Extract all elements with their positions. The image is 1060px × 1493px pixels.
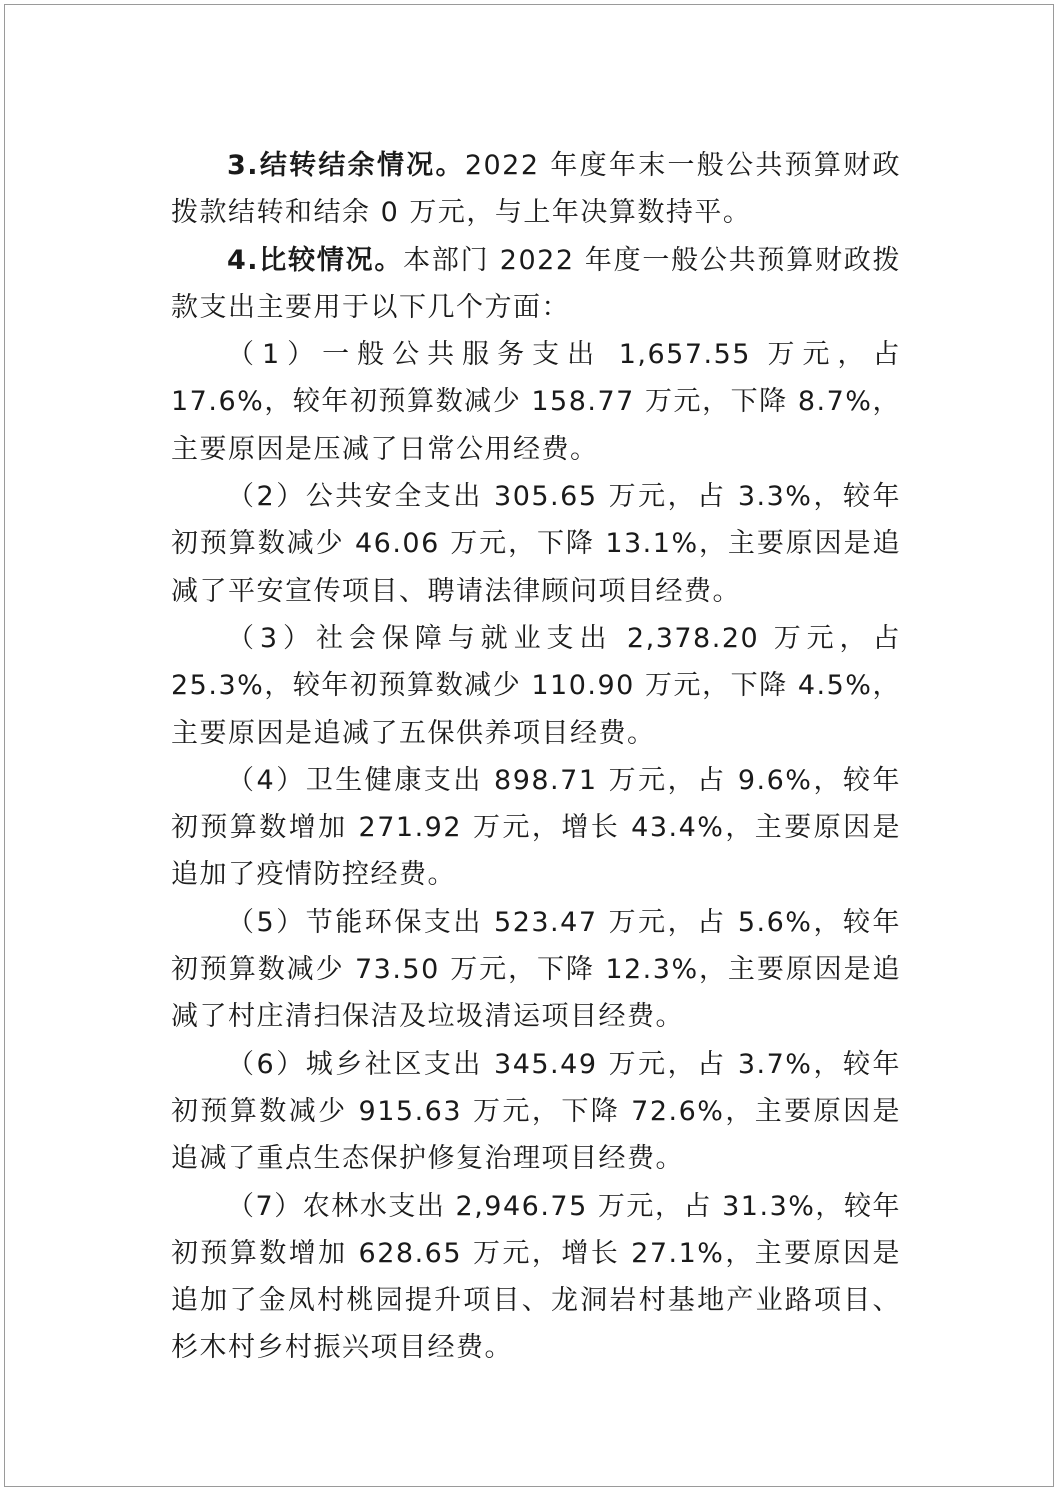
- expenditure-item-urban-rural: （6）城乡社区支出 345.49 万元，占 3.7%，较年初预算数减少 915.63 万元，下降 72.6%，主要原因是追减了重点生态保护修复治理项目经费。: [171, 1048, 901, 1175]
- document-page: [4, 4, 1054, 1487]
- section-carryover: [171, 142, 901, 237]
- section-text: 2022 年度年末一般公共预算财政拨款结转和结余 0 万元，与上年决算数持平。: [171, 150, 902, 229]
- document-body: [171, 142, 901, 1372]
- expenditure-item-general-public-services: （1）一般公共服务支出 1,657.55 万元，占 17.6%，较年初预算数减少 158.77 万元，下降 8.7%，主要原因是压减了日常公用经费。: [171, 339, 901, 465]
- expenditure-item-agriculture: （7）农林水支出 2,946.75 万元，占 31.3%，较年初预算数增加 628.65 万元，增长 27.1%，主要原因是追加了金凤村桃园提升项目、龙洞岩村基地产业路项目、杉木村乡村振兴项目经费。: [171, 1190, 901, 1364]
- section-text: 本部门 2022 年度一般公共预算财政拨款支出主要用于以下几个方面：: [171, 244, 901, 323]
- expenditure-item-health: （4）卫生健康支出 898.71 万元，占 9.6%，较年初预算数增加 271.92 万元，增长 43.4%，主要原因是追加了疫情防控经费。: [171, 764, 901, 891]
- section-heading: 3.结转结余情况。: [227, 150, 465, 181]
- section-heading: 4.比较情况。: [227, 244, 404, 276]
- expenditure-item-public-security: （2）公共安全支出 305.65 万元，占 3.3%，较年初预算数减少 46.06 万元，下降 13.1%，主要原因是追减了平安宣传项目、聘请法律顾问项目经费。: [171, 481, 901, 607]
- section-comparison: [171, 237, 901, 332]
- expenditure-item-social-security: （3）社会保障与就业支出 2,378.20 万元，占 25.3%，较年初预算数减少 110.90 万元，下降 4.5%，主要原因是追减了五保供养项目经费。: [171, 622, 901, 749]
- expenditure-item-environment: （5）节能环保支出 523.47 万元，占 5.6%，较年初预算数减少 73.50 万元，下降 12.3%，主要原因是追减了村庄清扫保洁及垃圾清运项目经费。: [171, 906, 901, 1033]
